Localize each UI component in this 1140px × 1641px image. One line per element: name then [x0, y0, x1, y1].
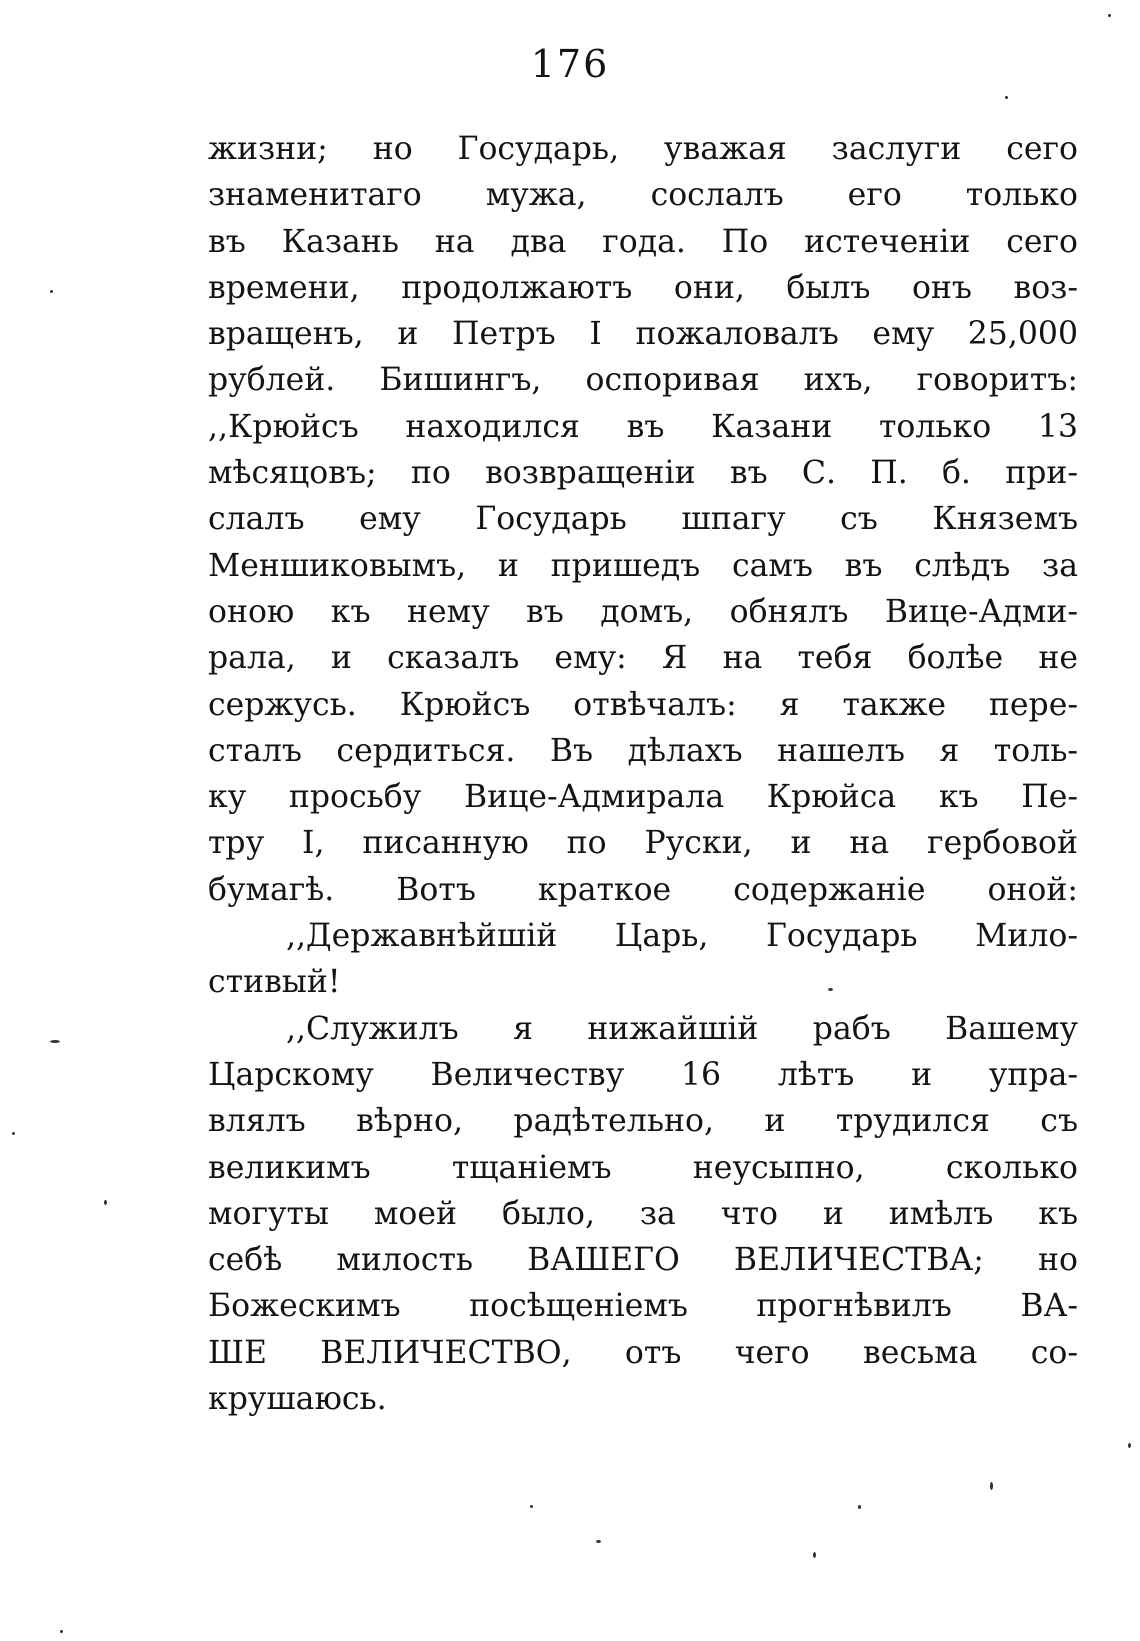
scan-speck — [50, 1040, 60, 1043]
page-number: 176 — [530, 42, 610, 86]
text-line: сталъ сердиться. Въ дѣлахъ нашелъ я толь- — [208, 732, 1078, 769]
text-line: себѣ милость ВАШЕГО ВЕЛИЧЕСТВА; но — [208, 1242, 1078, 1279]
text-line: бумагѣ. Вотъ краткое содержаніе оной: — [208, 871, 1078, 908]
text-line: вращенъ, и Петръ I пожаловалъ ему 25,000 — [208, 316, 1078, 353]
scan-speck — [12, 1132, 15, 1135]
text-line: тру I, писанную по Руски, и на гербовой — [208, 825, 1078, 862]
scan-speck — [1108, 14, 1111, 17]
text-line: слалъ ему Государь шпагу съ Княземъ — [208, 501, 1078, 538]
text-line: мѣсяцовъ; по возвращеніи въ С. П. б. при- — [208, 455, 1078, 492]
text-line: ,,Державнѣйшій Царь, Государь Мило- — [286, 918, 1078, 955]
text-line: ,,Крюйсъ находился въ Казани только 13 — [208, 408, 1078, 445]
text-line: времени, продолжаютъ они, былъ онъ воз- — [208, 269, 1078, 306]
scan-speck — [596, 1540, 601, 1543]
text-line: Меншиковымъ, и пришедъ самъ въ слѣдъ за — [208, 547, 1078, 584]
text-line: влялъ вѣрно, радѣтельно, и трудился съ — [208, 1103, 1078, 1140]
scan-speck — [530, 1505, 533, 1508]
text-line: стивый! — [208, 964, 341, 1001]
text-line: крушаюсь. — [208, 1381, 387, 1418]
scan-speck — [60, 1630, 63, 1633]
text-line: знаменитаго мужа, сослалъ его только — [208, 177, 1078, 214]
text-line: Божескимъ посѣщеніемъ прогнѣвилъ ВА- — [208, 1288, 1078, 1325]
text-line: ШЕ ВЕЛИЧЕСТВО, отъ чего весьма со- — [208, 1334, 1078, 1371]
text-line: въ Казань на два года. По истеченіи сего — [208, 223, 1078, 260]
text-line: Царскому Величеству 16 лѣтъ и упра- — [208, 1056, 1078, 1093]
text-line: оною къ нему въ домъ, обнялъ Вице-Адми- — [208, 593, 1078, 630]
scan-speck — [990, 1482, 993, 1490]
scan-speck — [858, 1505, 861, 1509]
text-line: сержусь. Крюйсъ отвѣчалъ: я также пере- — [208, 686, 1078, 723]
scan-speck — [50, 290, 53, 293]
scan-speck — [1005, 96, 1008, 99]
scan-speck — [813, 1552, 816, 1558]
text-line: рала, и сказалъ ему: Я на тебя болѣе не — [208, 640, 1078, 677]
scan-speck — [828, 988, 833, 991]
text-line: рублей. Бишингъ, оспоривая ихъ, говоритъ: — [208, 362, 1078, 399]
scan-speck — [1128, 1443, 1131, 1448]
body-text — [208, 126, 1078, 1422]
scan-speck — [104, 1200, 107, 1205]
text-line: ,,Служилъ я нижайшій рабъ Вашему — [286, 1010, 1078, 1047]
text-line: могуты моей было, за что и имѣлъ къ — [208, 1195, 1078, 1232]
text-line: ку просьбу Вице-Адмирала Крюйса къ Пе- — [208, 779, 1078, 816]
text-line: великимъ тщаніемъ неусыпно, сколько — [208, 1149, 1078, 1186]
text-line: жизни; но Государь, уважая заслуги сего — [208, 131, 1078, 167]
